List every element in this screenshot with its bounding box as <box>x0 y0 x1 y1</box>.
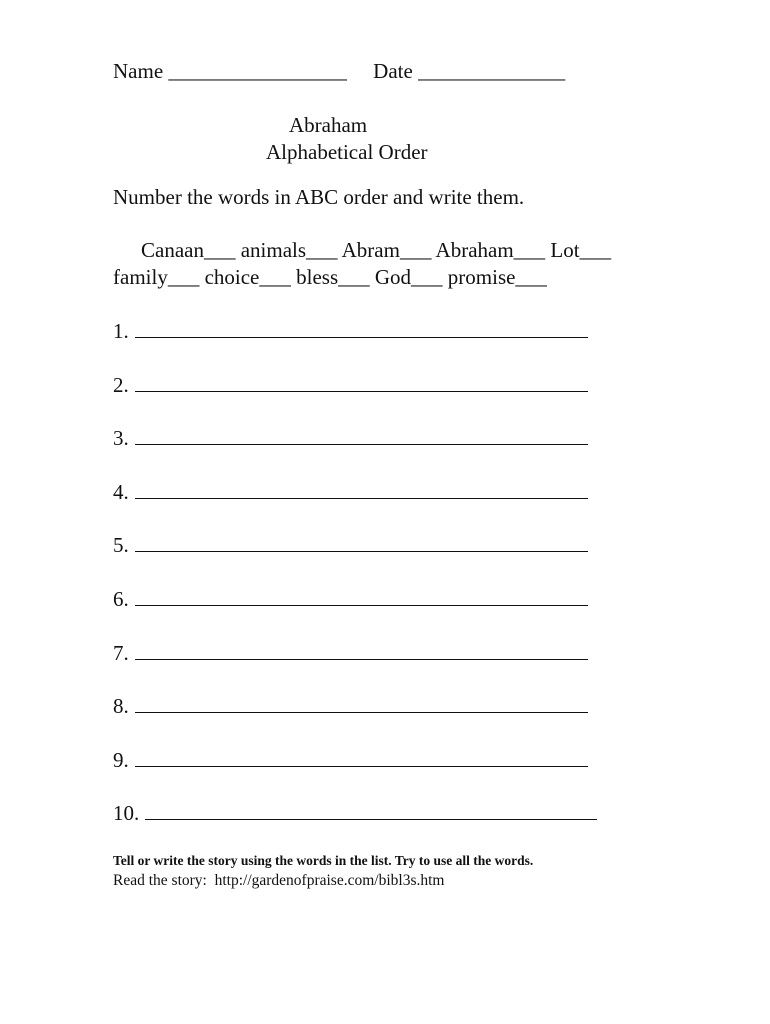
answer-number: 3. <box>113 426 129 450</box>
answer-blank[interactable] <box>135 427 588 445</box>
name-date-row <box>113 61 565 82</box>
answer-blank[interactable] <box>135 642 588 660</box>
worksheet-subtitle: Alphabetical Order <box>266 140 428 164</box>
answer-line <box>113 695 588 717</box>
answer-line <box>113 642 588 664</box>
name-blank: _________________ <box>168 59 347 83</box>
answer-line <box>113 534 588 556</box>
story-instruction: Tell or write the story using the words in the list. Try to use all the words. <box>113 853 534 868</box>
answer-number: 1. <box>113 319 129 343</box>
answer-number: 2. <box>113 373 129 397</box>
answer-number: 7. <box>113 641 129 665</box>
answer-blank[interactable] <box>145 802 597 820</box>
answer-line <box>113 802 597 824</box>
answer-line <box>113 749 588 771</box>
answer-line <box>113 320 588 342</box>
story-link-text: Read the story: http://gardenofpraise.com/bibl3s.htm <box>113 872 445 889</box>
answer-line <box>113 427 588 449</box>
answer-blank[interactable] <box>135 320 588 338</box>
answer-number: 5. <box>113 533 129 557</box>
word-list-line-2: family___ choice___ bless___ God___ promise___ <box>113 265 547 289</box>
name-label: Name <box>113 59 164 83</box>
answer-number: 9. <box>113 748 129 772</box>
worksheet-title: Abraham <box>289 113 368 137</box>
answer-line <box>113 374 588 396</box>
answer-number: 6. <box>113 587 129 611</box>
answer-number: 10. <box>113 801 140 825</box>
answer-number: 8. <box>113 694 129 718</box>
answer-blank[interactable] <box>135 374 588 392</box>
answer-blank[interactable] <box>135 481 588 499</box>
word-list-line-1: Canaan___ animals___ Abram___ Abraham___ Lot___ <box>141 238 612 262</box>
answer-blank[interactable] <box>135 588 588 606</box>
date-label: Date <box>373 59 413 83</box>
answer-number: 4. <box>113 480 129 504</box>
instruction-text: Number the words in ABC order and write them. <box>113 185 525 209</box>
answer-line <box>113 588 588 610</box>
answer-line <box>113 481 588 503</box>
answer-blank[interactable] <box>135 749 588 767</box>
answer-blank[interactable] <box>135 534 588 552</box>
date-blank: ______________ <box>418 59 566 83</box>
answer-blank[interactable] <box>135 695 588 713</box>
